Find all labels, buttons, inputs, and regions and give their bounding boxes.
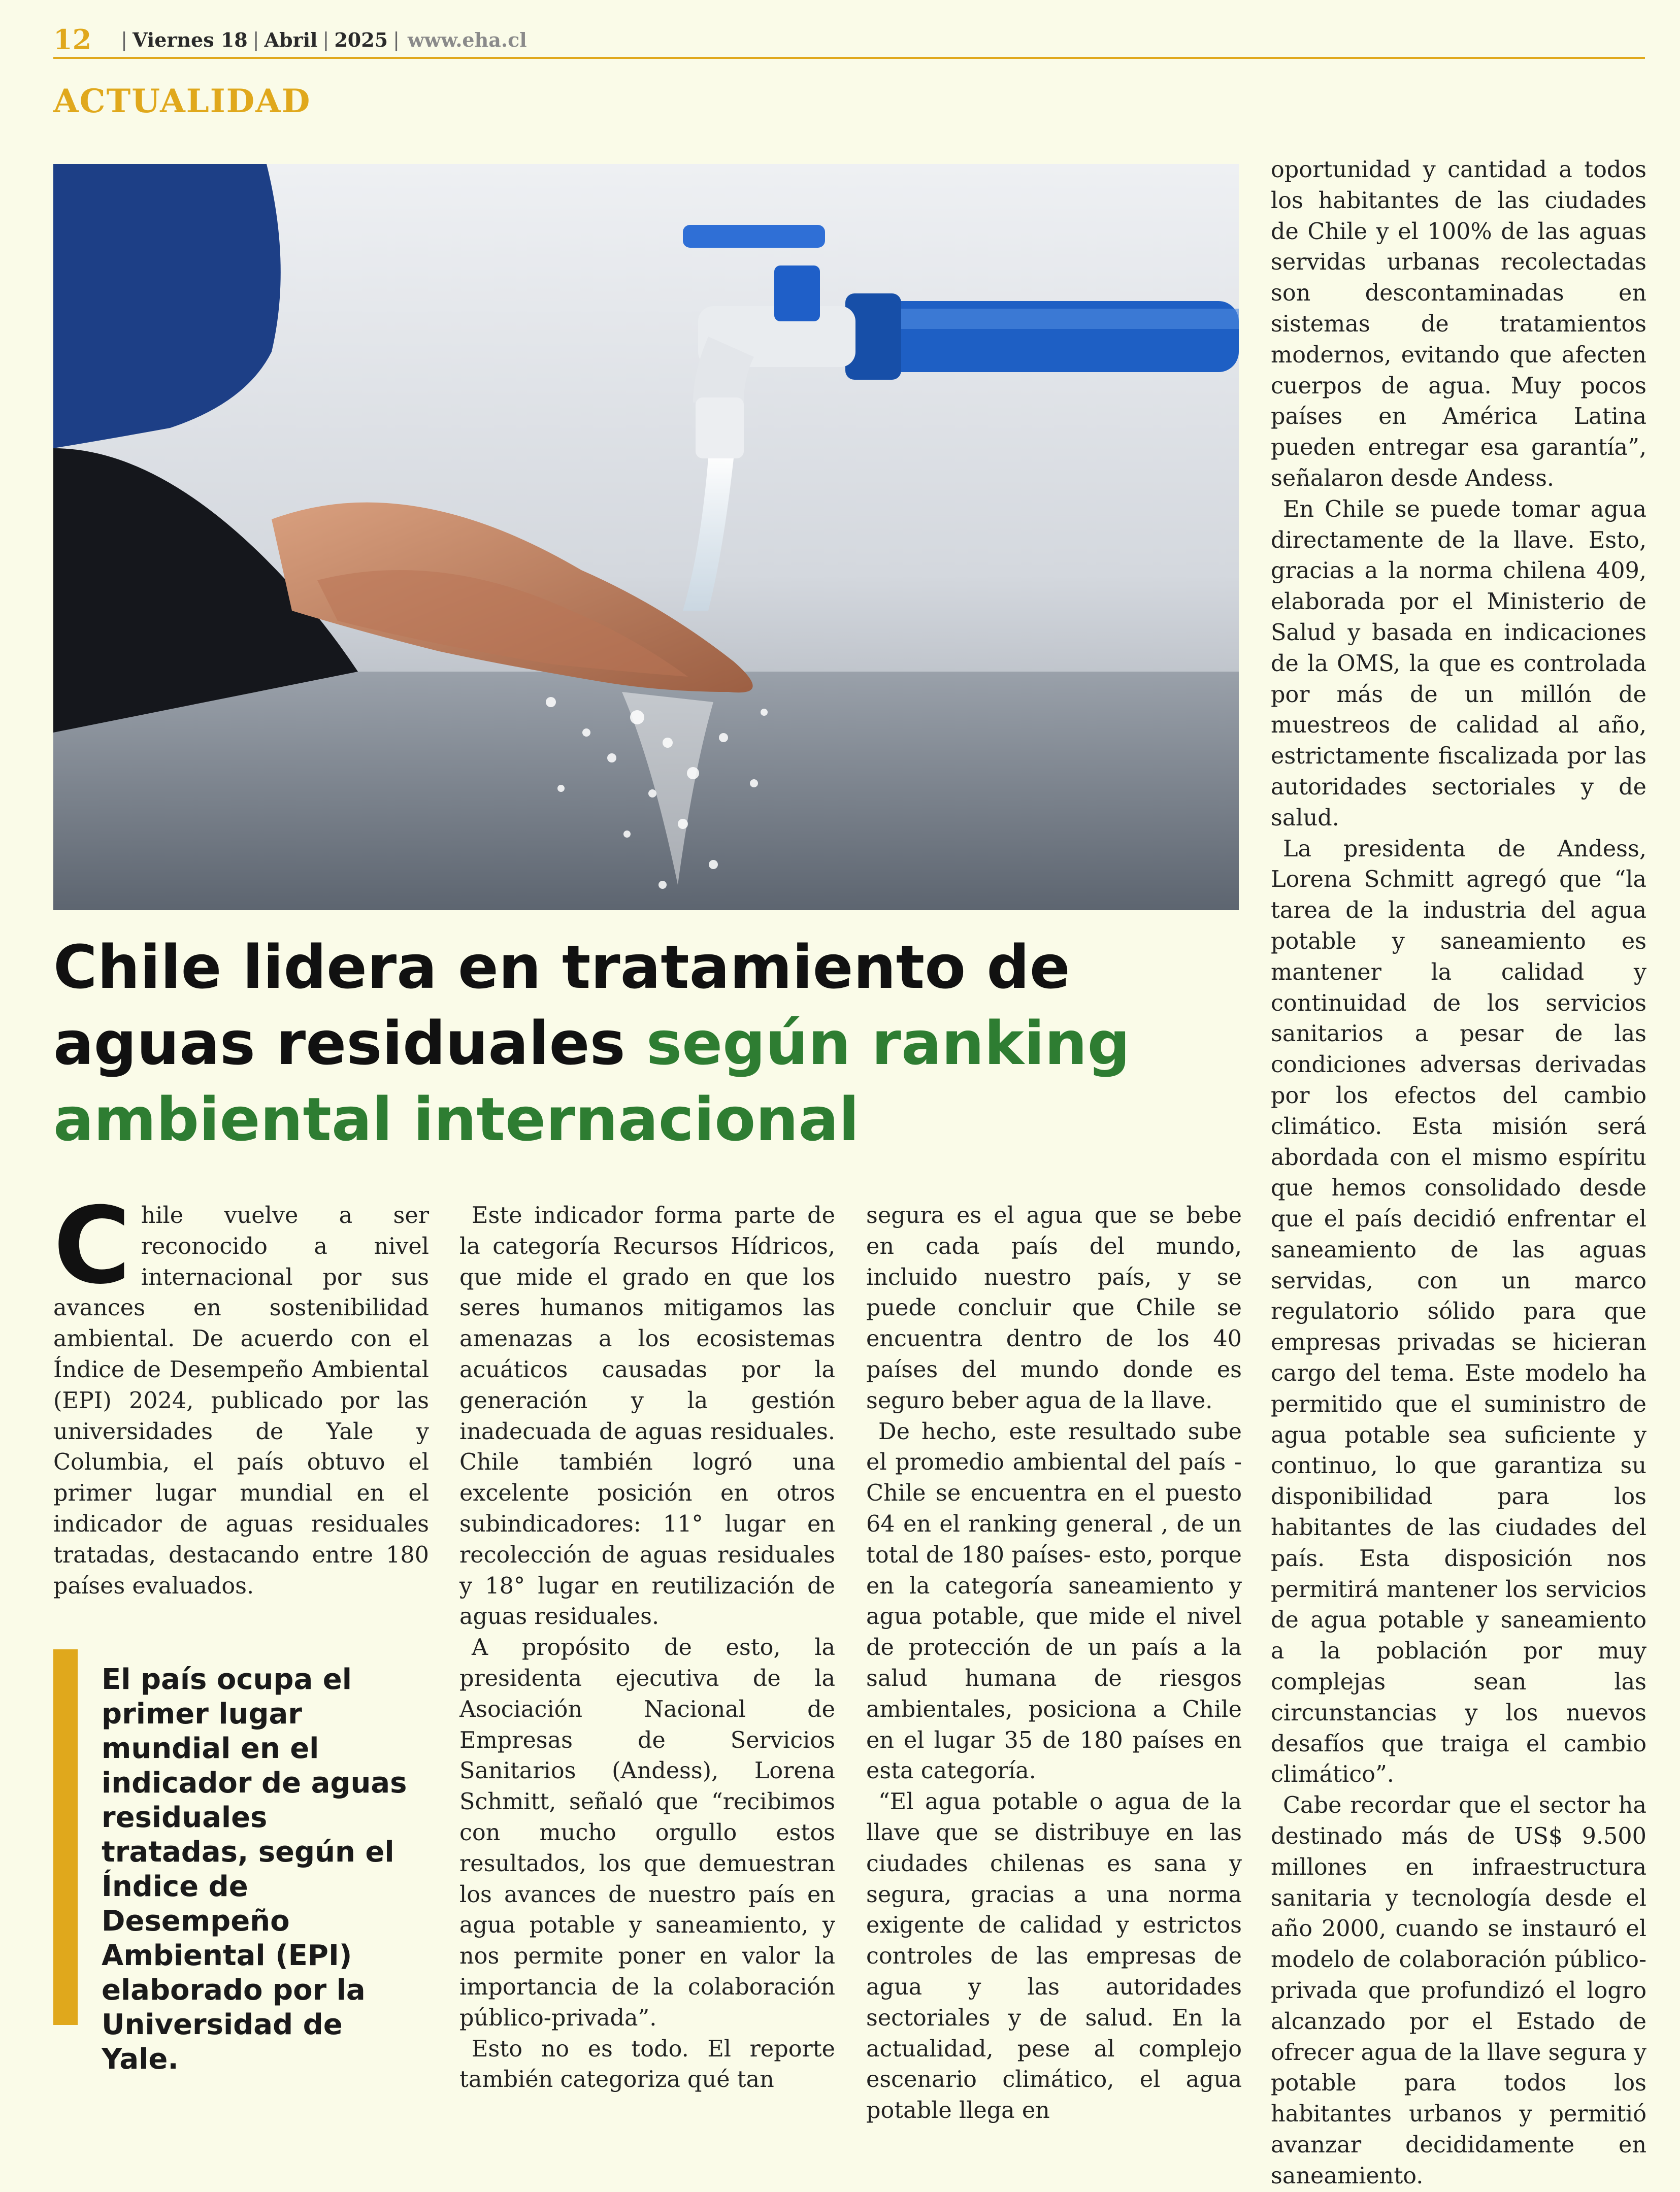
article-paragraph: Este indicador forma parte de la categoría Recursos Hídricos, que mide el grado en que los seres humanos mitigamos las amenazas a los ecosistemas acuáticos causadas por la generación y la gestión inadecuada de aguas residuales. Chile también logró una excelente posición en otros subindicadores: 11° lugar en recolección de aguas residuales y 18° lugar en reutilización de aguas residuales.	[459, 1203, 835, 1630]
page-number: 12	[53, 23, 92, 56]
article-paragraph: A propósito de esto, la presidenta ejecutiva de la Asociación Nacional de Empresas de Servicios Sanitarios (Andess), Lorena Schmitt, señaló que “recibimos con mucho orgullo estos resultados, los que demuestran los avances de nuestro país en agua potable y saneamiento, y nos permite poner en valor la importancia de la colaboración público-privada”.	[459, 1635, 835, 2031]
header-month: Abril	[264, 28, 318, 51]
section-title: ACTUALIDAD	[53, 82, 311, 120]
article-paragraph: De hecho, este resultado sube el promedio ambiental del país -Chile se encuentra en el puesto 64 en el ranking general , de un total de 180 países- esto, porque en la categoría saneamiento y agua potable, que mide el nivel de protección de un país a la salud humana de riesgos ambientales, posiciona a Chile en el lugar 35 de 180 países en esta categoría.	[866, 1418, 1242, 1784]
header-rule	[53, 57, 1645, 59]
article-photo	[53, 164, 1239, 910]
article-paragraph: La presidenta de Andess, Lorena Schmitt agregó que “la tarea de la industria del agua potable y saneamiento es mantener la calidad y continuidad de los servicios sanitarios a pesar de las condiciones adversas derivadas por los efectos del cambio climático. Esta misión será abordada con el mismo espíritu que hemos consolidado desde que el país decidió enfrentar el saneamiento de las aguas servidas, con un marco regulatorio sólido para que empresas privadas se hicieran cargo del tema. Este modelo ha permitido que el suministro de agua potable sea suficiente y continuo, lo que garantiza su disponibilidad para los habitantes de las ciudades del país. Esta disposición nos permitirá mantener los servicios de agua potable y saneamiento a la población por muy complejas sean las circunstancias y los nuevos desafíos que traiga el cambio climático”.	[1271, 836, 1646, 1788]
article-column-3	[866, 1201, 1242, 2124]
article-column-1	[53, 1185, 429, 1599]
paragraph-text: hile vuelve a ser reconocido a nivel internacional por sus avances en sostenibilidad ambiental. De acuerdo con el Índice de Desempeño Ambiental (EPI) 2024, publicado por las universidades de Yale y Columbia, el país obtuvo el primer lugar mundial en el indicador de aguas residuales tratadas, destacando entre 180 países evaluados.	[53, 1203, 429, 1599]
article-paragraph: “El agua potable o agua de la llave que se distribuye en las ciudades chilenas es sana y segura, gracias a una norma exigente de calidad y estrictos controles de las empresas de agua y las autoridades sectoriales y de salud. En la actualidad, pese al complejo escenario climático, el agua potable llega en	[866, 1789, 1242, 2124]
header-separator: |	[121, 28, 127, 51]
article-paragraph	[53, 1185, 429, 1602]
headline-green: según ranking ambiental internacional	[53, 1008, 1130, 1154]
header-separator: |	[252, 28, 259, 51]
article-paragraph: segura es el agua que se bebe en cada país del mundo, incluido nuestro país, y se puede concluir que Chile se encuentra dentro de los 40 países del mundo donde es seguro beber agua de la llave.	[866, 1203, 1242, 1414]
article-paragraph: En Chile se puede tomar agua directamente de la llave. Esto, gracias a la norma chilena 409, elaborada por el Ministerio de Salud y basada en indicaciones de la OMS, la que es controlada por más de un millón de muestreos de calidad al año, estrictamente fiscalizada por las autoridades sectoriales y de salud.	[1271, 496, 1646, 831]
header-separator: |	[393, 28, 400, 51]
article-column-4	[1271, 155, 1646, 2189]
pull-quote: El país ocupa el primer lugar mundial en el indicador de aguas residuales tratadas, según el Índice de Desempeño Ambiental (EPI) elaborado por la Universidad de Yale.	[102, 1663, 407, 2076]
dropcap: C	[53, 1185, 131, 1308]
article-paragraph: oportunidad y cantidad a todos los habitantes de las ciudades de Chile y el 100% de las aguas servidas urbanas recolectadas son descontaminadas en sistemas de tratamientos modernos, evitando que afecten cuerpos de agua. Muy pocos países en América Latina pueden entregar esa garantía”, señalaron desde Andess.	[1271, 157, 1646, 491]
header-website-link[interactable]: www.eha.cl	[407, 28, 527, 51]
header-day: Viernes 18	[132, 28, 248, 51]
headline-black: Chile lidera en tratamiento de aguas residuales	[53, 932, 1070, 1078]
article-column-2	[459, 1201, 835, 2093]
article-paragraph: Esto no es todo. El reporte también categoriza qué tan	[459, 2036, 835, 2093]
pull-quote-bar	[53, 1649, 78, 2025]
article-headline	[53, 929, 1239, 1157]
page-header	[53, 23, 527, 56]
water-tap-hands-photo-icon	[53, 164, 1239, 910]
article-paragraph: Cabe recordar que el sector ha destinado más de US$ 9.500 millones en infraestructura sanitaria y tecnología desde el año 2000, cuando se instauró el modelo de colaboración público-privada que profundizó el logro alcanzado por el Estado de ofrecer agua de la llave segura y potable para todos los habitantes urbanos y permitió avanzar decididamente en saneamiento.	[1271, 1792, 1646, 2189]
header-year: 2025	[334, 28, 388, 51]
header-separator: |	[322, 28, 330, 51]
